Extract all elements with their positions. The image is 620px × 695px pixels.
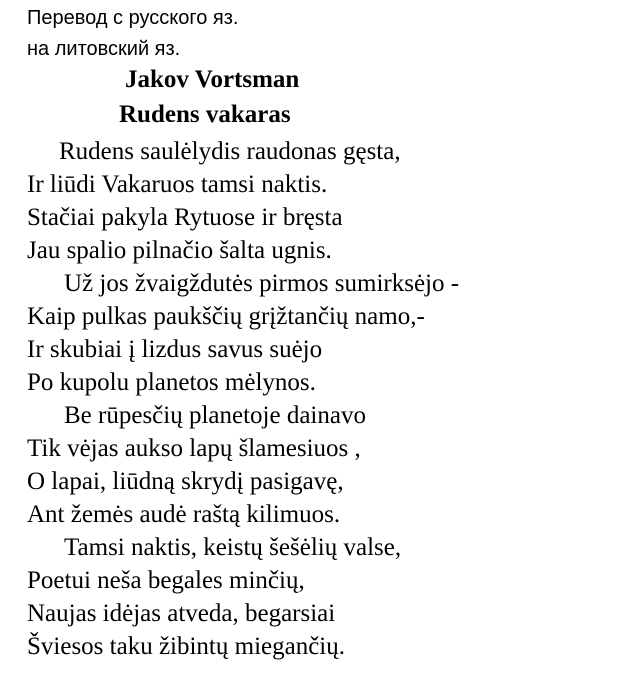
poem-title: Rudens vakaras [119,101,291,128]
poem-line-16: Šviesos taku žibintų miegančių. [27,633,346,660]
poem-line-7: Ir skubiai į lizdus savus suėjo [27,336,323,363]
poem-line-4: Jau spalio pilnačio šalta ugnis. [27,237,332,264]
poem-author: Jakov Vortsman [125,66,300,93]
poem-line-1: Rudens saulėlydis raudonas gęsta, [59,138,401,165]
poem-line-6: Kaip pulkas paukščių grįžtančių namo,- [27,303,425,330]
poem-line-12: Ant žemės audė raštą kilimuos. [27,501,341,528]
poem-line-15: Naujas idėjas atveda, begarsiai [27,600,336,627]
poem-line-11: O lapai, liūdną skrydį pasigavę, [27,468,344,495]
poem-line-8: Po kupolu planetos mėlynos. [27,369,316,396]
poem-line-3: Stačiai pakyla Rytuose ir bręsta [27,204,343,231]
poem-line-2: Ir liūdi Vakaruos tamsi naktis. [27,171,328,198]
poem-line-5: Už jos žvaigždutės pirmos sumirksėjo - [64,270,460,297]
translation-note-line-1: Перевод с русского яз. [27,7,239,29]
poem-line-14: Poetui neša begales minčių, [27,567,305,594]
translation-note-line-2: на литовский яз. [27,38,181,60]
poem-line-9: Be rūpesčių planetoje dainavo [64,402,366,429]
poem-line-10: Tik vėjas aukso lapų šlamesiuos , [27,435,361,462]
poem-line-13: Tamsi naktis, keistų šešėlių valse, [64,534,402,561]
